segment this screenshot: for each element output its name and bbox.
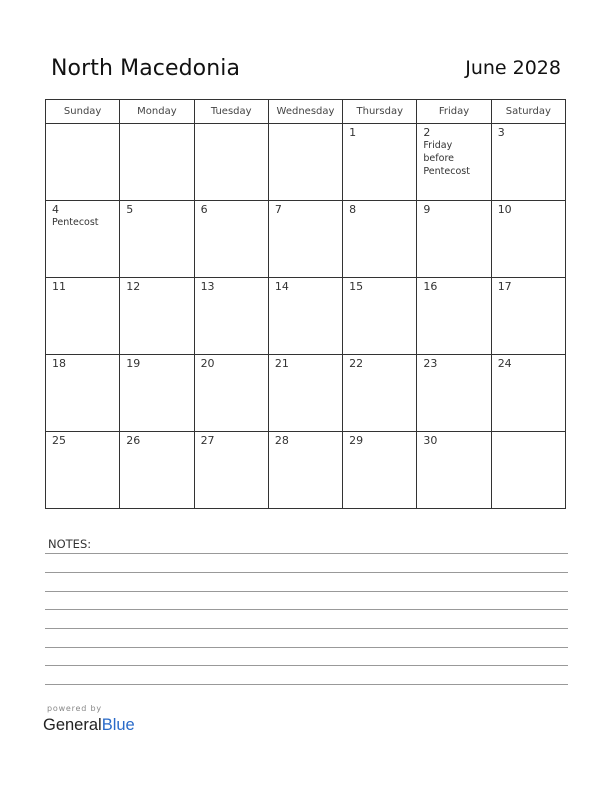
month-year: June 2028 bbox=[465, 57, 561, 79]
day-number: 13 bbox=[200, 280, 215, 293]
day-cell bbox=[194, 278, 268, 355]
day-cell bbox=[120, 201, 194, 278]
day-cell bbox=[120, 355, 194, 432]
brand-blue: Blue bbox=[101, 716, 135, 734]
day-cell bbox=[417, 355, 491, 432]
day-cell bbox=[491, 432, 565, 509]
day-cell bbox=[46, 432, 120, 509]
day-cell bbox=[343, 355, 417, 432]
brand-general: General bbox=[43, 716, 102, 734]
weekday-header-row bbox=[46, 100, 566, 124]
day-number: 3 bbox=[497, 126, 505, 139]
day-number: 27 bbox=[200, 434, 215, 447]
day-number: 21 bbox=[274, 357, 289, 370]
weekday-header: Wednesday bbox=[268, 100, 342, 124]
day-number: 20 bbox=[200, 357, 215, 370]
day-cell bbox=[491, 278, 565, 355]
weekday-header: Thursday bbox=[343, 100, 417, 124]
day-cell bbox=[268, 432, 342, 509]
day-number: 9 bbox=[423, 203, 431, 216]
day-cell bbox=[194, 201, 268, 278]
week-row bbox=[46, 355, 566, 432]
day-number: 25 bbox=[52, 434, 66, 447]
weekday-header: Sunday bbox=[46, 100, 120, 124]
day-cell bbox=[343, 278, 417, 355]
day-cell bbox=[268, 201, 342, 278]
day-cell bbox=[120, 278, 194, 355]
day-number: 17 bbox=[497, 280, 512, 293]
weekday-header: Saturday bbox=[491, 100, 565, 124]
day-cell bbox=[268, 278, 342, 355]
day-number: 19 bbox=[126, 357, 141, 370]
day-cell bbox=[417, 124, 491, 201]
day-cell bbox=[491, 201, 565, 278]
day-number: 26 bbox=[126, 434, 141, 447]
day-number: 7 bbox=[274, 203, 282, 216]
day-number: 10 bbox=[497, 203, 512, 216]
week-row bbox=[46, 278, 566, 355]
day-cell bbox=[343, 201, 417, 278]
day-cell bbox=[491, 355, 565, 432]
day-number: 5 bbox=[126, 203, 134, 216]
day-cell bbox=[417, 432, 491, 509]
day-cell bbox=[343, 432, 417, 509]
day-number: 22 bbox=[349, 357, 364, 370]
day-cell bbox=[417, 201, 491, 278]
day-cell bbox=[194, 432, 268, 509]
notes-line bbox=[45, 665, 568, 666]
day-number: 29 bbox=[349, 434, 364, 447]
day-number: 12 bbox=[126, 280, 141, 293]
day-cell bbox=[194, 124, 268, 201]
day-cell bbox=[268, 124, 342, 201]
day-number: 28 bbox=[274, 434, 289, 447]
day-cell bbox=[194, 355, 268, 432]
day-number: 11 bbox=[52, 280, 66, 293]
day-cell bbox=[46, 278, 120, 355]
day-cell bbox=[120, 124, 194, 201]
weekday-header: Friday bbox=[417, 100, 491, 124]
notes-line bbox=[45, 591, 568, 592]
week-row bbox=[46, 432, 566, 509]
holiday-label: Friday bbox=[423, 140, 453, 151]
notes-line bbox=[45, 647, 568, 648]
week-row bbox=[46, 201, 566, 278]
day-cell bbox=[46, 201, 120, 278]
day-number: 18 bbox=[52, 357, 66, 370]
notes-line bbox=[45, 609, 568, 610]
day-number: 23 bbox=[423, 357, 438, 370]
holiday-label: Pentecost bbox=[52, 217, 99, 228]
generalblue-logo[interactable] bbox=[43, 716, 135, 735]
day-number: 14 bbox=[274, 280, 289, 293]
day-cell bbox=[46, 124, 120, 201]
holiday-label: Pentecost bbox=[423, 166, 470, 177]
weekday-header: Monday bbox=[120, 100, 194, 124]
day-number: 4 bbox=[52, 203, 59, 216]
day-cell bbox=[120, 432, 194, 509]
day-number: 8 bbox=[349, 203, 357, 216]
day-number: 2 bbox=[423, 126, 431, 139]
day-number: 1 bbox=[349, 126, 357, 139]
day-cell bbox=[343, 124, 417, 201]
country-title: North Macedonia bbox=[51, 56, 241, 81]
notes-line bbox=[45, 572, 568, 573]
notes-line bbox=[45, 553, 568, 554]
notes-line bbox=[45, 628, 568, 629]
day-number: 24 bbox=[497, 357, 512, 370]
day-cell bbox=[268, 355, 342, 432]
day-number: 6 bbox=[200, 203, 208, 216]
day-number: 15 bbox=[349, 280, 364, 293]
day-cell bbox=[491, 124, 565, 201]
holiday-label: before bbox=[423, 153, 454, 164]
powered-by-text: powered by bbox=[47, 704, 102, 713]
week-row bbox=[46, 124, 566, 201]
day-number: 16 bbox=[423, 280, 438, 293]
notes-line bbox=[45, 684, 568, 685]
day-cell bbox=[417, 278, 491, 355]
weekday-header: Tuesday bbox=[194, 100, 268, 124]
calendar-grid bbox=[45, 99, 566, 509]
notes-label: NOTES: bbox=[48, 537, 92, 551]
day-number: 30 bbox=[423, 434, 438, 447]
day-cell bbox=[46, 355, 120, 432]
